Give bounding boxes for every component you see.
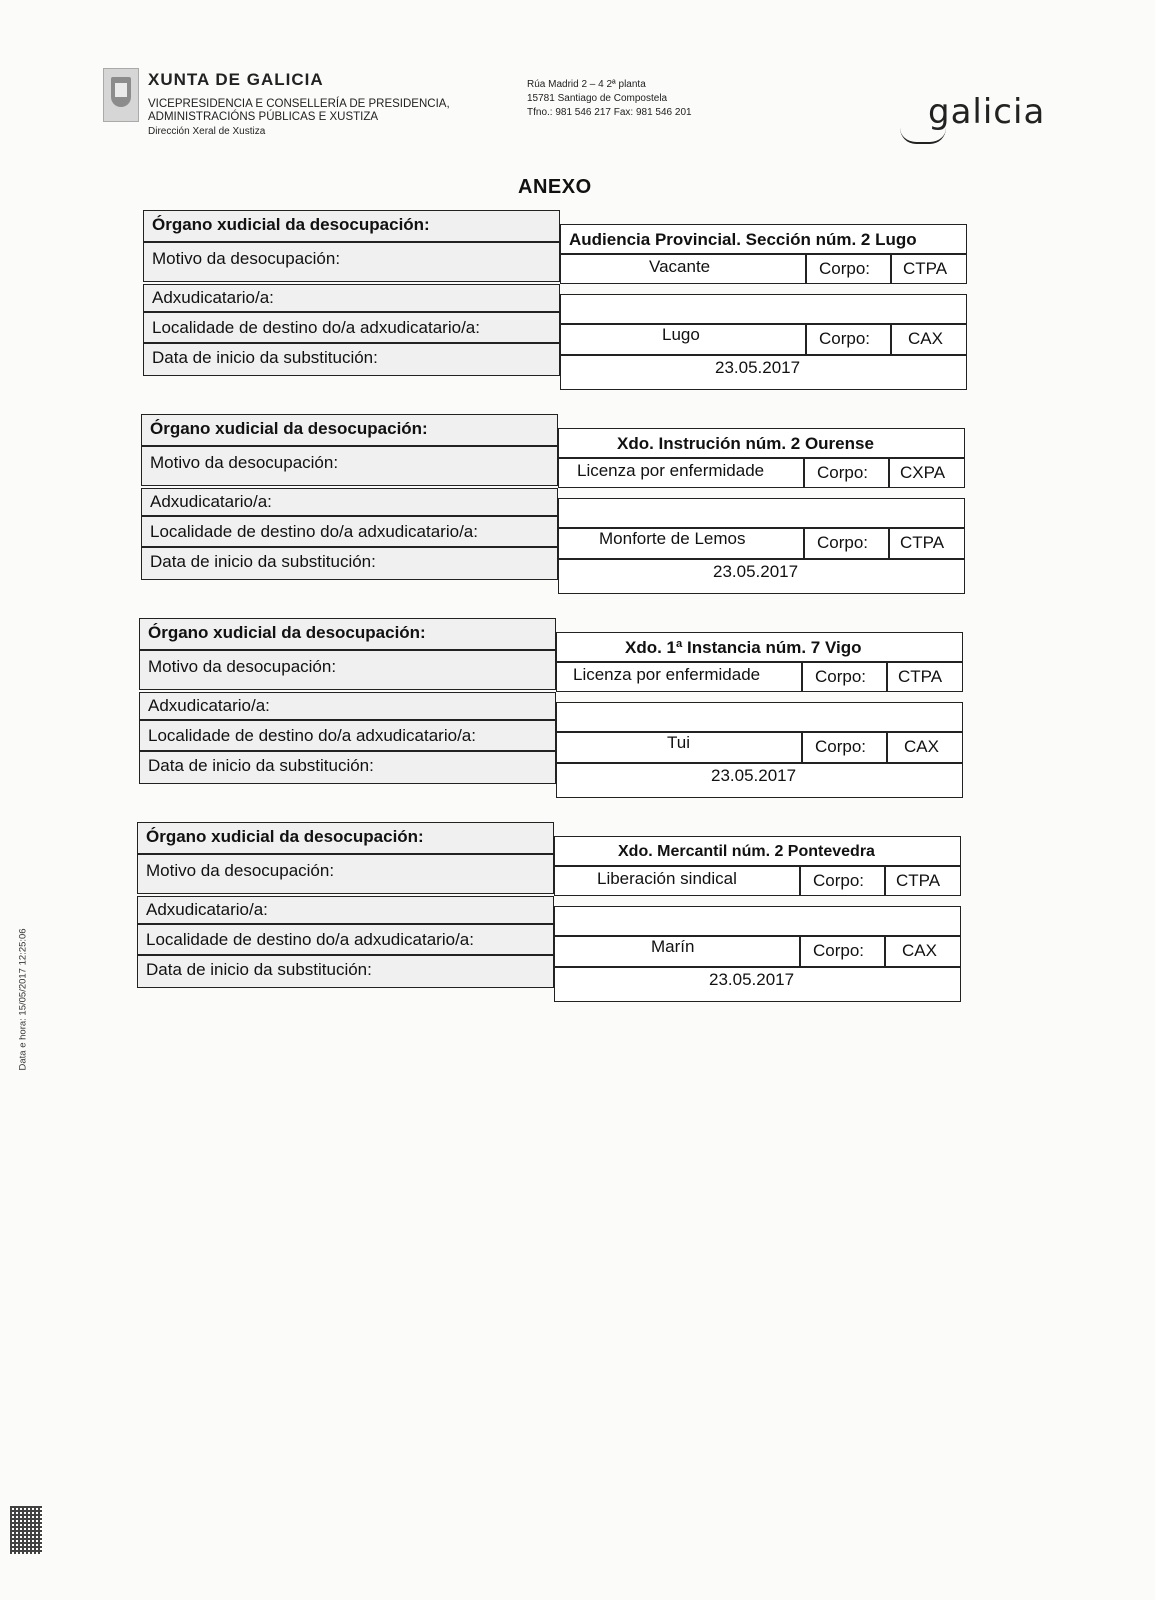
start-date-value-cell: [556, 763, 963, 798]
locality-corps-value: CAX: [904, 737, 939, 756]
corps-label: Corpo:: [813, 941, 865, 960]
corps-label-cell: [804, 458, 889, 488]
awardee-value-cell: [556, 702, 963, 732]
organ-value: Audiencia Provincial. Sección núm. 2 Lugo: [569, 230, 917, 249]
corps-label: Corpo:: [815, 737, 867, 756]
reason-label: Motivo da desocupación:: [152, 249, 341, 268]
reason-value: Liberación sindical: [597, 869, 737, 888]
locality-value-cell: [554, 936, 800, 967]
start-date-label-cell: [143, 343, 560, 376]
corps-value-cell: [891, 254, 967, 284]
annex-entry: [141, 414, 966, 594]
corps-label: Corpo:: [819, 329, 871, 348]
brand-name: XUNTA DE GALICIA: [148, 70, 324, 89]
department-name: [148, 98, 468, 124]
locality-corps-value: CAX: [902, 941, 937, 960]
organ-value-cell: [558, 428, 965, 458]
organ-label-cell: [139, 618, 556, 650]
reason-value-cell: [554, 866, 800, 896]
start-date-label: Data de inicio da substitución:: [148, 756, 374, 775]
awardee-label-cell: [137, 896, 554, 924]
reason-value-cell: [558, 458, 804, 488]
reason-label: Motivo da desocupación:: [146, 861, 335, 880]
start-date-label: Data de inicio da substitución:: [146, 960, 372, 979]
reason-value-cell: [556, 662, 802, 692]
locality-corps-value-cell: [891, 324, 967, 355]
corps-value: CXPA: [900, 463, 946, 482]
reason-label-cell: [139, 650, 556, 690]
start-date-value: 23.05.2017: [713, 562, 799, 581]
awardee-value-cell: [558, 498, 965, 528]
start-date-value-cell: [560, 355, 967, 390]
locality-label-cell: [137, 924, 554, 955]
corps-label: Corpo:: [815, 667, 867, 686]
locality-value: Monforte de Lemos: [599, 529, 746, 548]
locality-corps-label-cell: [804, 528, 889, 559]
reason-value: Licenza por enfermidade: [573, 665, 761, 684]
corps-value-cell: [889, 458, 965, 488]
awardee-value-cell: [554, 906, 961, 936]
locality-label: Localidade de destino do/a adxudicatario/a:: [146, 930, 474, 949]
organ-value-cell: [560, 224, 967, 254]
organ-value: Xdo. Instrución núm. 2 Ourense: [617, 434, 874, 453]
start-date-value: 23.05.2017: [715, 358, 801, 377]
organ-label: Órgano xudicial da desocupación:: [152, 215, 430, 234]
reason-value: Licenza por enfermidade: [577, 461, 765, 480]
locality-corps-value-cell: [889, 528, 965, 559]
locality-value-cell: [556, 732, 802, 763]
awardee-value-cell: [560, 294, 967, 324]
address-line-3: Tfno.: 981 546 217 Fax: 981 546 201: [527, 107, 692, 118]
organ-value: Xdo. Mercantil núm. 2 Pontevedra: [618, 843, 875, 860]
organ-label: Órgano xudicial da desocupación:: [150, 419, 428, 438]
locality-value: Marín: [651, 937, 695, 956]
address-block: [527, 78, 692, 120]
organ-label: Órgano xudicial da desocupación:: [148, 623, 426, 642]
department-line-1: VICEPRESIDENCIA E CONSELLERÍA DE PRESIDENCIA,: [148, 98, 450, 110]
organ-value-cell: [554, 836, 961, 866]
organ-value-cell: [556, 632, 963, 662]
locality-value-cell: [560, 324, 806, 355]
locality-corps-label-cell: [802, 732, 887, 763]
directorate-name: Dirección Xeral de Xustiza: [148, 126, 266, 137]
corps-label-cell: [806, 254, 891, 284]
start-date-label-cell: [139, 751, 556, 784]
corps-value: CTPA: [896, 871, 941, 890]
start-date-value: 23.05.2017: [709, 970, 795, 989]
awardee-label-cell: [139, 692, 556, 720]
locality-label-cell: [141, 516, 558, 547]
organ-label: Órgano xudicial da desocupación:: [146, 827, 424, 846]
awardee-label: Adxudicatario/a:: [152, 288, 274, 307]
corps-label: Corpo:: [813, 871, 865, 890]
locality-value: Tui: [667, 733, 690, 752]
start-date-value: 23.05.2017: [711, 766, 797, 785]
locality-label: Localidade de destino do/a adxudicatario/a:: [152, 318, 480, 337]
organ-label-cell: [141, 414, 558, 446]
organ-value: Xdo. 1ª Instancia núm. 7 Vigo: [625, 638, 862, 657]
side-timestamp-text: Data e hora: 15/05/2017 12:25:06: [17, 928, 29, 1071]
awardee-label-cell: [143, 284, 560, 312]
locality-corps-value: CAX: [908, 329, 943, 348]
reason-value: Vacante: [649, 257, 711, 276]
qr-code-icon: [10, 1506, 42, 1554]
locality-value: Lugo: [662, 325, 700, 344]
locality-corps-label-cell: [806, 324, 891, 355]
organ-label-cell: [137, 822, 554, 854]
corps-label: Corpo:: [817, 533, 869, 552]
start-date-label: Data de inicio da substitución:: [150, 552, 376, 571]
xunta-coat-of-arms-icon: [103, 68, 139, 122]
reason-value-cell: [560, 254, 806, 284]
corps-label: Corpo:: [819, 259, 871, 278]
page-title: ANEXO: [518, 176, 592, 198]
locality-label-cell: [143, 312, 560, 343]
annex-entry: [143, 210, 968, 390]
address-line-2: 15781 Santiago de Compostela: [527, 93, 668, 104]
side-timestamp: [8, 900, 30, 1078]
awardee-label-cell: [141, 488, 558, 516]
awardee-label: Adxudicatario/a:: [146, 900, 268, 919]
annex-entry: [137, 822, 962, 1002]
corps-value-cell: [887, 662, 963, 692]
corps-value-cell: [885, 866, 961, 896]
reason-label: Motivo da desocupación:: [148, 657, 337, 676]
reason-label-cell: [137, 854, 554, 894]
locality-corps-value-cell: [885, 936, 961, 967]
corps-label-cell: [802, 662, 887, 692]
corps-value: CTPA: [898, 667, 943, 686]
start-date-label-cell: [141, 547, 558, 580]
galicia-logo-swoosh-icon: [900, 128, 946, 144]
locality-label-cell: [139, 720, 556, 751]
organ-label-cell: [143, 210, 560, 242]
reason-label-cell: [141, 446, 558, 486]
locality-corps-label-cell: [800, 936, 885, 967]
corps-label: Corpo:: [817, 463, 869, 482]
corps-label-cell: [800, 866, 885, 896]
locality-corps-value: CTPA: [900, 533, 945, 552]
start-date-label-cell: [137, 955, 554, 988]
galicia-logo: galicia: [928, 92, 1046, 132]
corps-value: CTPA: [903, 259, 948, 278]
locality-label: Localidade de destino do/a adxudicatario/a:: [150, 522, 478, 541]
locality-label: Localidade de destino do/a adxudicatario/a:: [148, 726, 476, 745]
locality-value-cell: [558, 528, 804, 559]
reason-label-cell: [143, 242, 560, 282]
start-date-value-cell: [558, 559, 965, 594]
locality-corps-value-cell: [887, 732, 963, 763]
reason-label: Motivo da desocupación:: [150, 453, 339, 472]
department-line-2: ADMINISTRACIÓNS PÚBLICAS E XUSTIZA: [148, 111, 379, 123]
address-line-1: Rúa Madrid 2 – 4 2ª planta: [527, 79, 646, 90]
start-date-label: Data de inicio da substitución:: [152, 348, 378, 367]
awardee-label: Adxudicatario/a:: [148, 696, 270, 715]
annex-entry: [139, 618, 964, 798]
awardee-label: Adxudicatario/a:: [150, 492, 272, 511]
start-date-value-cell: [554, 967, 961, 1002]
